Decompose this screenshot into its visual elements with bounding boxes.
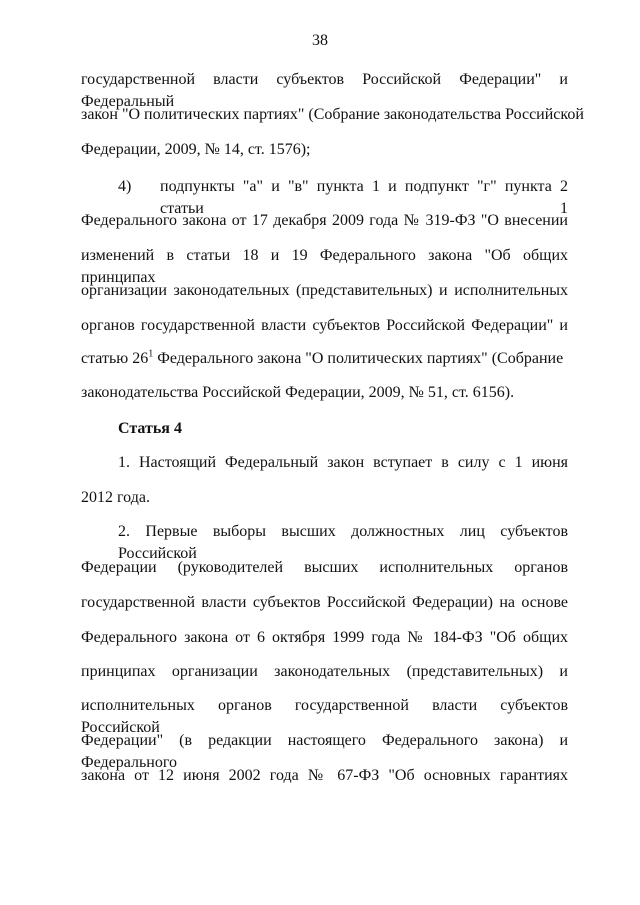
text-line: Федерации (руководителей высших исполнительных органов (81, 559, 568, 576)
text-line: государственной власти субъектов Российской Федерации) на основе (81, 594, 568, 611)
text-line: законодательства Российской Федерации, 2009, № 51, ст. 6156). (81, 384, 515, 401)
text-fragment: Федерального закона "О политических партиях" (Собрание (153, 350, 564, 367)
text-line: подпункты "а" и "в" пункта 1 и подпункт "г" пункта 2 статьи 1 (160, 178, 568, 217)
text-fragment: статью 26 (81, 350, 149, 367)
text-line: Федерального закона от 17 декабря 2009 года № 319-ФЗ "О внесении (81, 212, 568, 229)
text-line: Федерации" (в редакции настоящего Федерального закона) и Федерального (81, 732, 568, 771)
text-line: организации законодательных (представительных) и исполнительных (81, 282, 568, 299)
text-line: закона от 12 июня 2002 года № 67-ФЗ "Об основных гарантиях (81, 767, 568, 784)
text-line: 2. Первые выборы высших должностных лиц субъектов Российской (118, 523, 568, 562)
text-line (81, 348, 568, 370)
page-number: 38 (312, 32, 328, 49)
text-line: 1. Настоящий Федеральный закон вступает в силу с 1 июня (118, 454, 568, 471)
text-line: государственной власти субъектов Российской Федерации" и Федеральный (81, 71, 568, 110)
text-line: Федерального закона от 6 октября 1999 года № 184-ФЗ "Об общих (81, 629, 568, 646)
list-item-number: 4) (118, 178, 132, 195)
text-line: принципах организации законодательных (представительных) и (81, 663, 568, 680)
article-heading: Статья 4 (118, 420, 182, 437)
text-line: органов государственной власти субъектов Российской Федерации" и (81, 317, 568, 334)
text-line: закон "О политических партиях" (Собрание законодательства Российской (81, 106, 584, 123)
text-line: изменений в статьи 18 и 19 Федерального закона "Об общих принципах (81, 247, 568, 286)
text-line: исполнительных органов государственной власти субъектов Российской (81, 697, 568, 736)
text-line: 2012 года. (81, 489, 150, 506)
text-line: Федерации, 2009, № 14, ст. 1576); (81, 141, 311, 158)
superscript: 1 (148, 348, 154, 360)
